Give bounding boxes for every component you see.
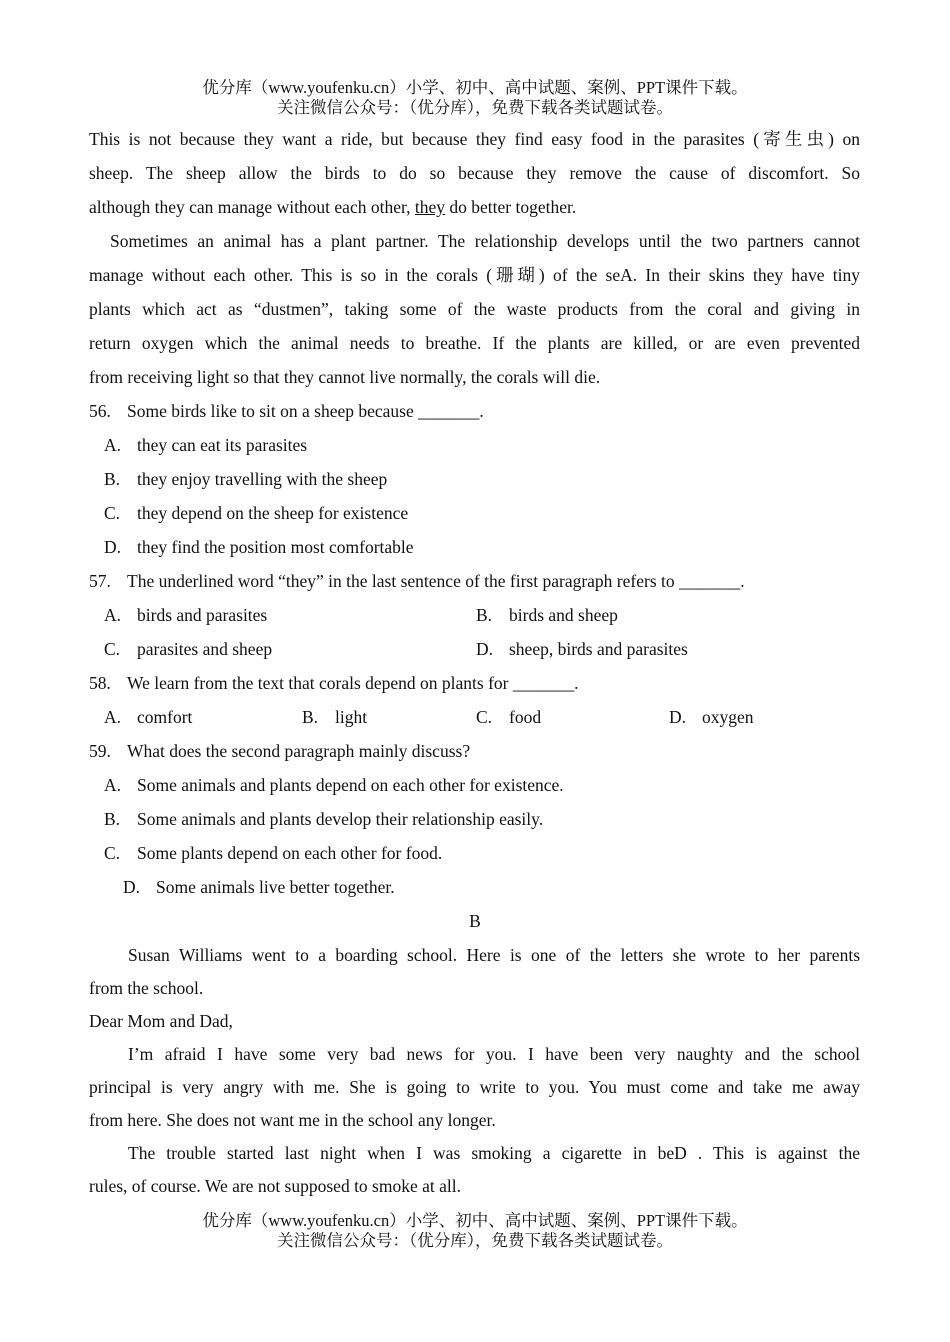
section-heading-b: B [469, 911, 481, 931]
option-label: C. [104, 843, 121, 863]
passage-a-p2-line1: Sometimes an animal has a plant partner. The relationship develops until the two partners cannot [110, 231, 860, 251]
option-58-a[interactable] [104, 706, 192, 728]
option-57-b[interactable] [476, 604, 618, 626]
passage-a-p2-line5: from receiving light so that they cannot live normally, the corals will die. [89, 367, 601, 387]
option-label: B. [476, 605, 493, 625]
option-59-c[interactable] [104, 842, 442, 864]
option-text: they can eat its parasites [137, 435, 308, 455]
letter-salutation: Dear Mom and Dad, [89, 1011, 233, 1031]
option-label: D. [104, 537, 122, 557]
option-text: they find the position most comfortable [137, 537, 414, 557]
option-label: C. [476, 707, 493, 727]
option-text: they enjoy travelling with the sheep [137, 469, 388, 489]
option-text: they depend on the sheep for existence [137, 503, 409, 523]
question-text: Some birds like to sit on a sheep because _______. [127, 401, 484, 421]
letter-p1-line1: I’m afraid I have some very bad news for you. I have been very naughty and the school [128, 1044, 860, 1064]
passage-b-intro-line2: from the school. [89, 978, 204, 998]
option-text: Some animals and plants develop their relationship easily. [137, 809, 544, 829]
question-number: 58. [89, 673, 111, 693]
option-text: food [509, 707, 542, 727]
question-59 [89, 740, 470, 762]
option-56-d[interactable] [104, 536, 414, 558]
question-number: 57. [89, 571, 111, 591]
question-text: What does the second paragraph mainly discuss? [127, 741, 471, 761]
question-number: 56. [89, 401, 111, 421]
passage-a-p1-line1: This is not because they want a ride, but because they find easy food in the parasites (寄生虫) on [89, 129, 860, 149]
text-run: do better together. [445, 197, 577, 217]
option-label: C. [104, 503, 121, 523]
option-label: A. [104, 775, 122, 795]
header-line-1: 优分库（www.youfenku.cn）小学、初中、高中试题、案例、PPT课件下载。 [202, 78, 748, 97]
option-label: B. [104, 809, 121, 829]
question-text: We learn from the text that corals depend on plants for _______. [127, 673, 579, 693]
footer-line-2: 关注微信公众号：（优分库），免费下载各类试题试卷。 [277, 1231, 673, 1250]
option-text: birds and parasites [137, 605, 268, 625]
option-text: Some plants depend on each other for food. [137, 843, 443, 863]
option-text: Some animals and plants depend on each other for existence. [137, 775, 564, 795]
option-text: birds and sheep [509, 605, 618, 625]
option-text: comfort [137, 707, 193, 727]
passage-a-p1-line3 [89, 196, 576, 218]
option-label: A. [104, 707, 122, 727]
option-text: oxygen [702, 707, 754, 727]
footer-line-1: 优分库（www.youfenku.cn）小学、初中、高中试题、案例、PPT课件下载。 [202, 1211, 748, 1230]
option-label: B. [302, 707, 319, 727]
option-label: A. [104, 435, 122, 455]
passage-a-p2-line3: plants which act as “dustmen”, taking some of the waste products from the coral and giving in [89, 299, 860, 319]
option-57-a[interactable] [104, 604, 267, 626]
question-56 [89, 400, 484, 422]
passage-a-p2-line2: manage without each other. This is so in the corals (珊瑚) of the seA. In their skins they have tiny [89, 265, 860, 285]
option-label: D. [123, 877, 141, 897]
question-58 [89, 672, 579, 694]
option-59-a[interactable] [104, 774, 564, 796]
question-57 [89, 570, 745, 592]
option-59-d[interactable] [123, 876, 395, 898]
letter-p1-line3: from here. She does not want me in the school any longer. [89, 1110, 496, 1130]
option-label: B. [104, 469, 121, 489]
option-label: D. [669, 707, 687, 727]
question-number: 59. [89, 741, 111, 761]
passage-b-intro-line1: Susan Williams went to a boarding school. Here is one of the letters she wrote to her parents [128, 945, 860, 965]
option-56-c[interactable] [104, 502, 408, 524]
option-label: C. [104, 639, 121, 659]
passage-a-p1-line2: sheep. The sheep allow the birds to do so because they remove the cause of discomfort. So [89, 163, 860, 183]
option-56-a[interactable] [104, 434, 307, 456]
option-58-b[interactable] [302, 706, 367, 728]
option-58-d[interactable] [669, 706, 754, 728]
option-text: light [335, 707, 368, 727]
text-run: although they can manage without each other, [89, 197, 415, 217]
page-footer [0, 1211, 950, 1251]
option-58-c[interactable] [476, 706, 541, 728]
option-56-b[interactable] [104, 468, 387, 490]
letter-p2-line1: The trouble started last night when I was smoking a cigarette in beD . This is against the [128, 1143, 860, 1163]
page-header [0, 78, 950, 118]
question-text: The underlined word “they” in the last sentence of the first paragraph refers to _______. [127, 571, 745, 591]
option-59-b[interactable] [104, 808, 543, 830]
option-text: parasites and sheep [137, 639, 273, 659]
option-57-d[interactable] [476, 638, 688, 660]
option-text: sheep, birds and parasites [509, 639, 688, 659]
option-label: D. [476, 639, 494, 659]
option-57-c[interactable] [104, 638, 272, 660]
passage-a-p2-line4: return oxygen which the animal needs to breathe. If the plants are killed, or are even prevented [89, 333, 860, 353]
option-text: Some animals live better together. [156, 877, 395, 897]
option-label: A. [104, 605, 122, 625]
letter-p2-line2: rules, of course. We are not supposed to smoke at all. [89, 1176, 461, 1196]
letter-p1-line2: principal is very angry with me. She is going to write to you. You must come and take me away [89, 1077, 860, 1097]
underlined-word-they: they [414, 197, 445, 217]
header-line-2: 关注微信公众号：（优分库），免费下载各类试题试卷。 [277, 98, 673, 117]
